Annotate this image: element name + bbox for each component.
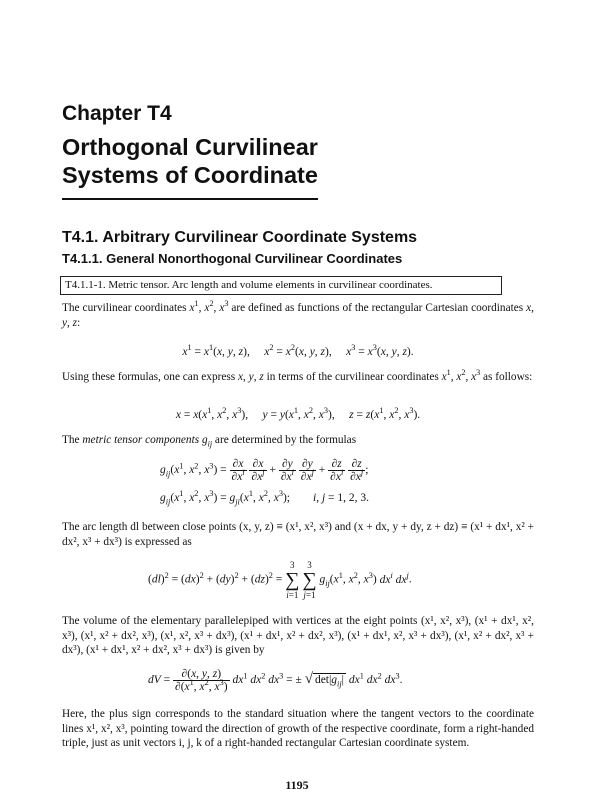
chapter-label: Chapter T4 <box>62 102 172 125</box>
paragraph-box: T4.1.1-1. Metric tensor. Arc length and volume elements in curvilinear coordinates. <box>60 276 502 295</box>
paragraph-1-text-b: are defined as functions of the rectangular Cartesian coordinates <box>228 302 527 314</box>
title-rule <box>62 198 318 200</box>
paragraph-3: The metric tensor components $g_{ij}$ are determined by the formulas <box>62 434 357 449</box>
equation-2: $x = x(x^1$, $x^2$, $x^3$), $y = y(x^1$, $x^2$, $x^3$), $z = z(x^1$, $x^2$, $x^3$). <box>175 406 421 421</box>
paragraph-1-text-a: The curvilinear coordinates <box>62 302 190 314</box>
paragraph-2: Using these formulas, one can express x, y, z in terms of the curvilinear coordinates $x^1$, $x^2$, $x^3$ as follows: <box>62 368 533 383</box>
equation-3: $g_{ij}(x^1$, $x^2$, $x^3$) = $\frac{\partial x}{\partial x^i}$ $\frac{\partial x}{\partial x^j}$ + $\frac{\partial y}{\partial x^i}$ $\frac{\partial y}{\partial x^j}$ + $\frac{\partial z}{\partial x^i}$ $\frac{\partial z}{\partial x^j}$ ; <box>160 458 369 483</box>
paragraph-3-text-b: are determined by the formulas <box>212 434 357 446</box>
page-number: 1195 <box>285 778 309 792</box>
equation-3-line-2: $g_{ij}(x^1$, $x^2$, $x^3) = g_{ji}(x^1$, $x^2$, $x^3$); i, j = 1, 2, 3. <box>160 489 370 507</box>
equation-5: dV = $\frac{\partial(x, y, z)}{\partial(x^1, x^2, x^3)}$ $dx^1$ $dx^2$ $dx^3$ = ± √ $\det|g_{ij}|$ $dx^1$ $dx^2$ $dx^3$. <box>148 668 403 693</box>
paragraph-2-text-b: in terms of the curvilinear coordinates <box>263 371 442 383</box>
paragraph-3-text-a: The <box>62 434 83 446</box>
chapter-title-line2: Systems of Coordinate <box>62 162 318 188</box>
section-heading: T4.1. Arbitrary Curvilinear Coordinate Systems <box>62 229 418 246</box>
subsection-heading: T4.1.1. General Nonorthogonal Curvilinear Coordinates <box>62 251 403 266</box>
paragraph-5: The volume of the elementary parallelepiped with vertices at the eight points (x¹, x², x³), (x¹ + dx¹, x², x³), (x¹, x² + dx², x³), (x¹, x², x³ + dx³), (x¹ + dx¹, x² + dx², x³), (x¹ + dx¹, x², x³ + dx³), (x¹, x² + dx², x³ + dx³), (x¹ + dx¹, x² + dx², x³ + dx³) is given by <box>62 615 534 657</box>
paragraph-1: The curvilinear coordinates $x^1$, $x^2$, $x^3$ are defined as functions of the rectangular Cartesian coordinates x, y, z: <box>62 299 534 329</box>
chapter-title-line1: Orthogonal Curvilinear <box>62 134 318 160</box>
paragraph-6: Here, the plus sign corresponds to the standard situation where the tangent vectors to the coordinate lines x¹, x², x³, pointing toward the direction of growth of the respective coordinate, form a right-handed triple, just as unit vectors i, j, k of a right-handed rectangular Cartesian coordinate system. <box>62 708 534 750</box>
paragraph-2-text-c: as follows: <box>480 371 533 383</box>
equation-1: $x^1 = x^1(x$, y, z), $x^2 = x^2(x$, y, z), $x^3 = x^3(x$, y, z). <box>182 343 414 358</box>
paragraph-2-text-a: Using these formulas, one can express <box>62 371 238 383</box>
paragraph-4: The arc length dl between close points (x, y, z) ≡ (x¹, x², x³) and (x + dx, y + dy, z + dz) ≡ (x¹ + dx¹, x² + dx², x³ + dx³) is expressed as <box>62 521 534 548</box>
chapter-title <box>62 133 318 189</box>
paragraph-3-emphasis: metric tensor components <box>82 434 200 446</box>
equation-4: (dl)$^2$ = (dx)$^2$ + (dy)$^2$ + (dz)$^2$ = 3 ∑ i=1 3 ∑ j=1 $g_{ij}(x^1$, $x^2$, $x^3$) $dx^i$ $dx^j$. <box>148 560 412 600</box>
